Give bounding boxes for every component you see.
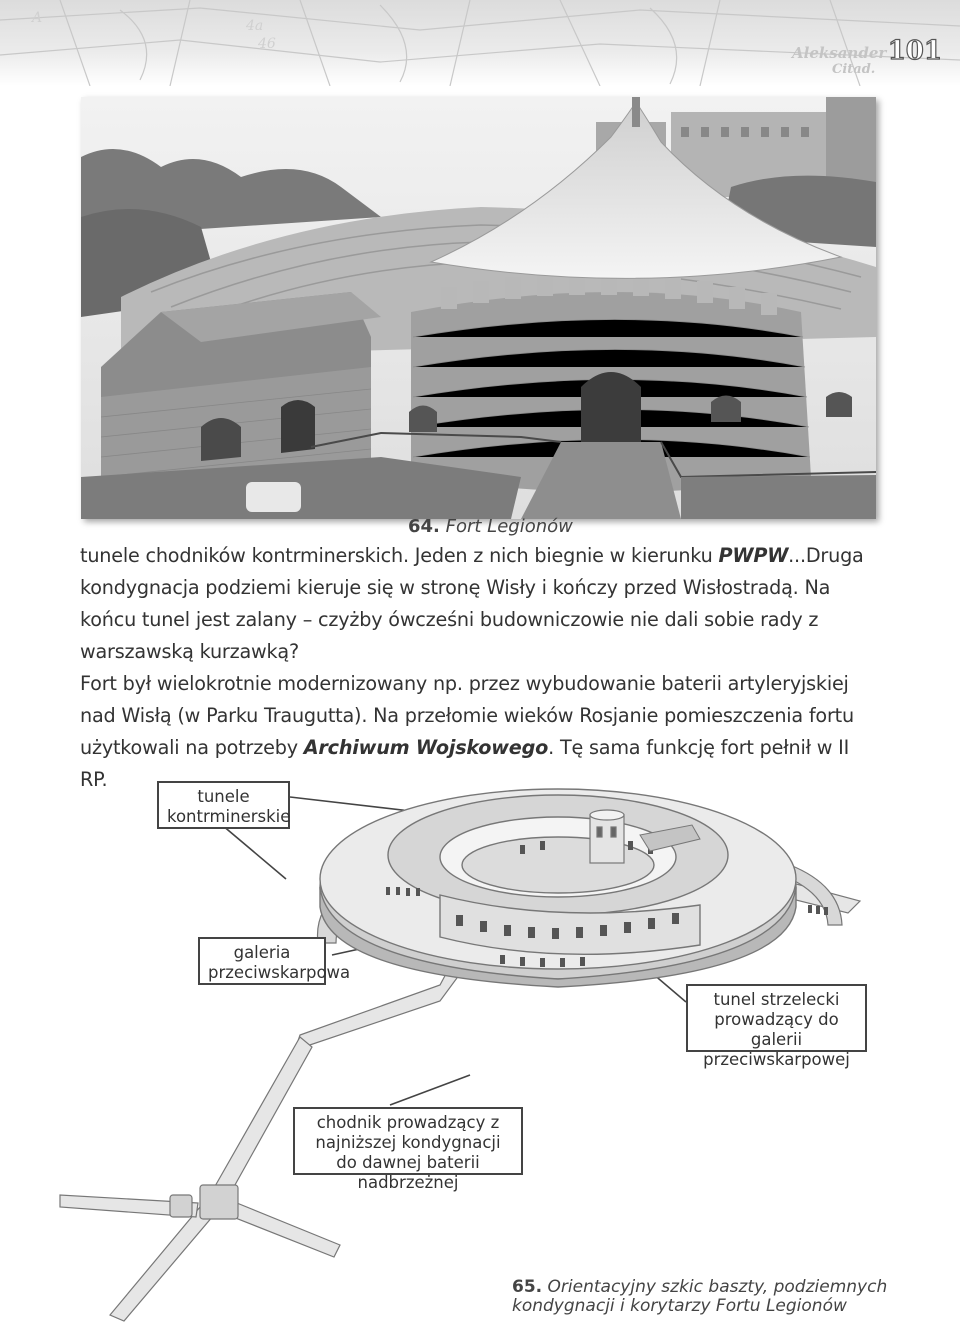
caption-number: 64. — [408, 516, 440, 537]
map-label: Citad. — [832, 62, 876, 77]
photo-caption — [408, 516, 573, 537]
emphasis-text: PWPW — [718, 544, 789, 567]
caption-number: 65. — [512, 1277, 543, 1297]
caption-title: Fort Legionów — [445, 516, 573, 537]
paragraph — [80, 540, 880, 668]
paragraph-text: . Tę sama funkcję fort pełnił w II RP. — [80, 736, 850, 791]
map-header-strip — [0, 0, 960, 86]
fort-diagram — [0, 775, 960, 1331]
fort-photo-drawing — [81, 97, 876, 519]
label-rifle-tunnel: tunel strzelecki prowadzący do galerii przeciwskarpowej — [686, 984, 867, 1052]
svg-text:A: A — [32, 10, 43, 26]
label-counter-mine-tunnels: tunele kontrminerskie — [157, 781, 290, 829]
caption-title: Orientacyjny szkic baszty, podziemnych kondygnacji i korytarzy Fortu Legionów — [512, 1277, 888, 1316]
fort-photo — [81, 97, 876, 519]
svg-text:46: 46 — [258, 36, 276, 52]
diagram-caption — [512, 1278, 892, 1316]
page-number: 101 — [887, 36, 942, 66]
paragraph-text: ...Druga kondygnacja podziemi kieruje się w stronę Wisły i kończy przed Wisłostradą. Na końcu tunel jest zalany – czyżby ówcześni budowniczowie nie dali sobie rady z warszawską kurzawką? — [80, 544, 864, 663]
emphasis-text: Archiwum Wojskowego — [303, 736, 549, 759]
label-counterscarp-gallery: galeria przeciwskarpowa — [198, 937, 326, 985]
paragraph-text: Fort był wielokrotnie modernizowany np. przez wybudowanie baterii artyleryjskiej nad Wisłą (w Parku Traugutta). Na przełomie wieków Rosjanie pomieszczenia fortu użytkowali na potrzeby — [80, 672, 854, 759]
paragraph-text: tunele chodników kontrminerskich. Jeden z nich biegnie w kierunku — [80, 544, 719, 567]
article-body — [80, 540, 880, 796]
map-label: Aleksander — [792, 44, 887, 62]
map-background — [0, 0, 960, 86]
svg-text:4a: 4a — [246, 18, 264, 34]
label-passage: chodnik prowadzący z najniższej kondygnacji do dawnej baterii nadbrzeżnej — [293, 1107, 523, 1175]
